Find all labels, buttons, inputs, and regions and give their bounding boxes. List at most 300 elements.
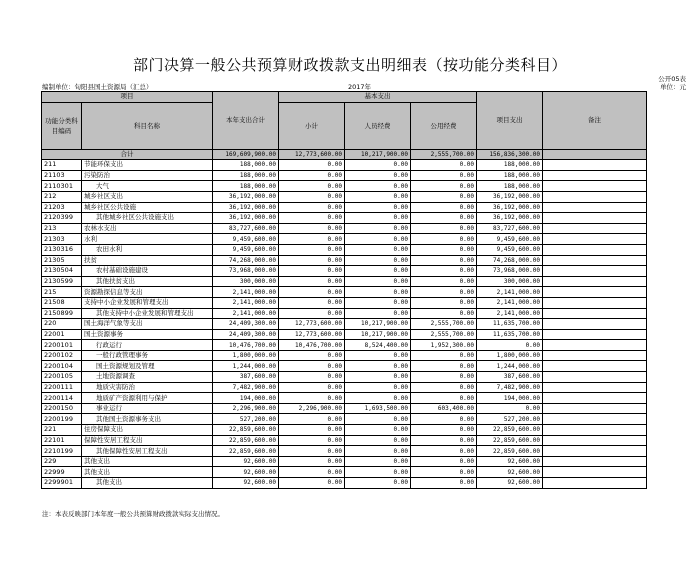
project-header: 项目支出: [477, 92, 543, 150]
total-cell: 188,000.00: [213, 160, 279, 171]
total-cell: 74,268,000.00: [213, 255, 279, 266]
personnel-cell: 0.00: [345, 276, 411, 287]
remark-cell: [543, 350, 647, 361]
remark-cell: [543, 191, 647, 202]
table-row: [42, 446, 647, 457]
remark-cell: [543, 393, 647, 404]
public-cell: 0.00: [411, 435, 477, 446]
name-cell: 其他城乡社区公共设施支出: [82, 213, 213, 224]
personnel-cell: 0.00: [345, 160, 411, 171]
remark-cell: [543, 255, 647, 266]
project-cell: 9,459,600.00: [477, 244, 543, 255]
table-row: [42, 361, 647, 372]
personnel-cell: 0.00: [345, 446, 411, 457]
name-cell: 其他支持中小企业发展和管理支出: [82, 308, 213, 319]
project-cell: 22,859,600.00: [477, 425, 543, 436]
personnel-cell: 0.00: [345, 361, 411, 372]
code-cell: 2210199: [42, 446, 82, 457]
name-cell: 城乡社区支出: [82, 191, 213, 202]
project-cell: 92,600.00: [477, 467, 543, 478]
code-cell: 21508: [42, 297, 82, 308]
total-cell: 194,000.00: [213, 393, 279, 404]
personnel-cell: 0.00: [345, 372, 411, 383]
public-cell: 0.00: [411, 372, 477, 383]
total-cell: 73,968,000.00: [213, 266, 279, 277]
total-header: 本年支出合计: [213, 92, 279, 150]
code-cell: 229: [42, 456, 82, 467]
public-cell: 0.00: [411, 160, 477, 171]
header-row-1: [42, 92, 647, 103]
total-cell: 7,482,900.00: [213, 382, 279, 393]
public-cell: 0.00: [411, 446, 477, 457]
table-row: [42, 223, 647, 234]
public-cell: 0.00: [411, 308, 477, 319]
personnel-cell: 0.00: [345, 467, 411, 478]
code-cell: 211: [42, 160, 82, 171]
name-cell: 地质灾害防治: [82, 382, 213, 393]
item-group-header: 项目: [42, 92, 213, 103]
remark-cell: [543, 266, 647, 277]
total-cell: 36,192,000.00: [213, 191, 279, 202]
table-row: [42, 456, 647, 467]
public-cell: 2,555,700.00: [411, 319, 477, 330]
code-cell: 21303: [42, 234, 82, 245]
total-subtotal: 12,773,600.00: [279, 149, 345, 160]
total-cell: 22,859,600.00: [213, 446, 279, 457]
report-year: 2017年: [348, 83, 372, 91]
name-cell: 资源勘探信息等支出: [82, 287, 213, 298]
total-project: 156,836,300.00: [477, 149, 543, 160]
table-row: [42, 181, 647, 192]
table-row: [42, 255, 647, 266]
public-cell: 0.00: [411, 350, 477, 361]
total-cell: 92,600.00: [213, 478, 279, 489]
table-row: [42, 319, 647, 330]
table-row: [42, 393, 647, 404]
subtotal-cell: 0.00: [279, 467, 345, 478]
personnel-cell: 0.00: [345, 255, 411, 266]
project-cell: 2,141,000.00: [477, 287, 543, 298]
total-cell: 2,141,000.00: [213, 287, 279, 298]
project-cell: 2,141,000.00: [477, 308, 543, 319]
name-cell: 城乡社区公共设施: [82, 202, 213, 213]
personnel-cell: 0.00: [345, 191, 411, 202]
project-cell: 387,600.00: [477, 372, 543, 383]
name-cell: 国土资源事务: [82, 329, 213, 340]
project-cell: 7,482,900.00: [477, 382, 543, 393]
remark-cell: [543, 414, 647, 425]
public-cell: 0.00: [411, 456, 477, 467]
table-row: [42, 478, 647, 489]
remark-cell: [543, 456, 647, 467]
code-cell: 2299901: [42, 478, 82, 489]
remark-cell: [543, 467, 647, 478]
expenditure-table: [41, 91, 647, 489]
total-cell: 387,600.00: [213, 372, 279, 383]
subtotal-cell: 12,773,600.00: [279, 329, 345, 340]
public-cell: 0.00: [411, 223, 477, 234]
subtotal-cell: 0.00: [279, 435, 345, 446]
project-cell: 22,859,600.00: [477, 446, 543, 457]
table-row: [42, 340, 647, 351]
remark-cell: [543, 435, 647, 446]
subtotal-cell: 0.00: [279, 170, 345, 181]
name-cell: 大气: [82, 181, 213, 192]
personnel-cell: 0.00: [345, 266, 411, 277]
code-cell: 2150899: [42, 308, 82, 319]
total-cell: 188,000.00: [213, 181, 279, 192]
remark-cell: [543, 181, 647, 192]
subtotal-cell: 0.00: [279, 446, 345, 457]
remark-cell: [543, 170, 647, 181]
remark-cell: [543, 276, 647, 287]
subtotal-cell: 0.00: [279, 202, 345, 213]
name-cell: 行政运行: [82, 340, 213, 351]
table-row: [42, 191, 647, 202]
name-cell: 节能环保支出: [82, 160, 213, 171]
table-row: [42, 350, 647, 361]
project-cell: 527,200.00: [477, 414, 543, 425]
remark-cell: [543, 287, 647, 298]
name-cell: 事业运行: [82, 403, 213, 414]
subtotal-cell: 0.00: [279, 361, 345, 372]
public-cell: 0.00: [411, 181, 477, 192]
name-cell: 其他国土资源事务支出: [82, 414, 213, 425]
subtotal-cell: 0.00: [279, 297, 345, 308]
code-cell: 21203: [42, 202, 82, 213]
subtotal-cell: 0.00: [279, 478, 345, 489]
remark-cell: [543, 446, 647, 457]
name-cell: 住房保障支出: [82, 425, 213, 436]
project-cell: 92,600.00: [477, 478, 543, 489]
project-cell: 22,859,600.00: [477, 435, 543, 446]
code-cell: 2130599: [42, 276, 82, 287]
personnel-cell: 0.00: [345, 425, 411, 436]
project-cell: 1,244,000.00: [477, 361, 543, 372]
remark-cell: [543, 340, 647, 351]
table-row: [42, 287, 647, 298]
name-cell: 农村基础设施建设: [82, 266, 213, 277]
code-cell: 212: [42, 191, 82, 202]
reporting-unit: 编制单位：旬阳县国土资源局（汇总）: [42, 83, 153, 91]
subtotal-cell: 0.00: [279, 244, 345, 255]
code-cell: 2200111: [42, 382, 82, 393]
public-cell: 0.00: [411, 276, 477, 287]
personnel-cell: 0.00: [345, 382, 411, 393]
public-cell: 0.00: [411, 266, 477, 277]
subtotal-cell: 12,773,600.00: [279, 319, 345, 330]
code-cell: 2130504: [42, 266, 82, 277]
project-cell: 36,192,000.00: [477, 202, 543, 213]
remark-header: 备注: [543, 92, 647, 150]
remark-cell: [543, 382, 647, 393]
project-cell: 9,459,600.00: [477, 234, 543, 245]
total-label: 合计: [42, 149, 213, 160]
table-row: [42, 467, 647, 478]
remark-cell: [543, 372, 647, 383]
public-header: 公用经费: [411, 102, 477, 149]
table-row: [42, 435, 647, 446]
public-cell: 2,555,700.00: [411, 329, 477, 340]
public-cell: 0.00: [411, 255, 477, 266]
public-cell: 0.00: [411, 425, 477, 436]
report-meta: [42, 82, 686, 91]
code-cell: 2120399: [42, 213, 82, 224]
remark-cell: [543, 319, 647, 330]
subtotal-cell: 0.00: [279, 287, 345, 298]
code-cell: 2130316: [42, 244, 82, 255]
remark-cell: [543, 403, 647, 414]
public-cell: 0.00: [411, 191, 477, 202]
personnel-cell: 0.00: [345, 202, 411, 213]
public-cell: 0.00: [411, 287, 477, 298]
code-cell: 22101: [42, 435, 82, 446]
project-cell: 92,600.00: [477, 456, 543, 467]
footnote: 注：本表反映部门本年度一般公共预算财政拨款实际支出情况。: [42, 510, 224, 518]
personnel-cell: 0.00: [345, 213, 411, 224]
total-cell: 2,296,900.00: [213, 403, 279, 414]
total-cell: 9,459,600.00: [213, 244, 279, 255]
table-row: [42, 234, 647, 245]
project-cell: 188,000.00: [477, 170, 543, 181]
project-cell: 300,000.00: [477, 276, 543, 287]
personnel-cell: 0.00: [345, 414, 411, 425]
public-cell: 0.00: [411, 478, 477, 489]
public-cell: 0.00: [411, 361, 477, 372]
public-cell: 0.00: [411, 202, 477, 213]
code-cell: 213: [42, 223, 82, 234]
project-cell: 194,000.00: [477, 393, 543, 404]
code-cell: 221: [42, 425, 82, 436]
project-cell: 74,268,000.00: [477, 255, 543, 266]
subtotal-cell: 0.00: [279, 350, 345, 361]
personnel-cell: 0.00: [345, 393, 411, 404]
name-cell: 水利: [82, 234, 213, 245]
remark-cell: [543, 202, 647, 213]
page-title: 部门决算一般公共预算财政拨款支出明细表（按功能分类科目）: [132, 56, 567, 74]
personnel-cell: 0.00: [345, 244, 411, 255]
code-cell: 21305: [42, 255, 82, 266]
table-row: [42, 425, 647, 436]
total-cell: 22,859,600.00: [213, 425, 279, 436]
total-cell: 300,000.00: [213, 276, 279, 287]
name-cell: 国土资源规划及管理: [82, 361, 213, 372]
subtotal-cell: 0.00: [279, 414, 345, 425]
code-cell: 2200199: [42, 414, 82, 425]
total-cell: 10,476,700.00: [213, 340, 279, 351]
table-row: [42, 244, 647, 255]
remark-cell: [543, 213, 647, 224]
table-row: [42, 414, 647, 425]
subtotal-cell: 0.00: [279, 456, 345, 467]
remark-cell: [543, 361, 647, 372]
remark-cell: [543, 160, 647, 171]
public-cell: 0.00: [411, 213, 477, 224]
code-cell: 22001: [42, 329, 82, 340]
total-cell: 22,859,600.00: [213, 435, 279, 446]
remark-cell: [543, 478, 647, 489]
name-cell: 一般行政管理事务: [82, 350, 213, 361]
total-row: [42, 149, 647, 160]
project-cell: 36,192,000.00: [477, 213, 543, 224]
code-cell: 2200104: [42, 361, 82, 372]
project-cell: 36,192,000.00: [477, 191, 543, 202]
name-header: 科目名称: [82, 102, 213, 149]
code-cell: 215: [42, 287, 82, 298]
total-cell: 92,600.00: [213, 467, 279, 478]
name-cell: 其他保障性安居工程支出: [82, 446, 213, 457]
table-row: [42, 160, 647, 171]
public-cell: 0.00: [411, 297, 477, 308]
remark-cell: [543, 244, 647, 255]
personnel-cell: 0.00: [345, 287, 411, 298]
public-cell: 0.00: [411, 393, 477, 404]
table-row: [42, 276, 647, 287]
code-cell: 2200101: [42, 340, 82, 351]
public-cell: 0.00: [411, 244, 477, 255]
name-cell: 保障性安居工程支出: [82, 435, 213, 446]
code-cell: 2110301: [42, 181, 82, 192]
code-header: 功能分类科目编码: [42, 102, 82, 149]
name-cell: 土地资源调查: [82, 372, 213, 383]
total-cell: 2,141,000.00: [213, 297, 279, 308]
total-remark: [543, 149, 647, 160]
name-cell: 其他扶贫支出: [82, 276, 213, 287]
project-cell: 1,800,000.00: [477, 350, 543, 361]
project-cell: 0.00: [477, 403, 543, 414]
personnel-cell: 0.00: [345, 308, 411, 319]
total-cell: 9,459,600.00: [213, 234, 279, 245]
personnel-header: 人员经费: [345, 102, 411, 149]
name-cell: 扶贫: [82, 255, 213, 266]
total-cell: 24,409,300.00: [213, 319, 279, 330]
table-row: [42, 170, 647, 181]
project-cell: 188,000.00: [477, 160, 543, 171]
code-cell: 2200105: [42, 372, 82, 383]
subtotal-cell: 0.00: [279, 382, 345, 393]
subtotal-cell: 0.00: [279, 372, 345, 383]
remark-cell: [543, 223, 647, 234]
form-number: 公开05表: [658, 75, 686, 83]
public-cell: 0.00: [411, 170, 477, 181]
public-cell: 0.00: [411, 234, 477, 245]
total-personnel: 10,217,900.00: [345, 149, 411, 160]
personnel-cell: 10,217,900.00: [345, 329, 411, 340]
personnel-cell: 0.00: [345, 478, 411, 489]
personnel-cell: 0.00: [345, 234, 411, 245]
name-cell: 其他支出: [82, 467, 213, 478]
name-cell: 其他支出: [82, 478, 213, 489]
subtotal-cell: 0.00: [279, 191, 345, 202]
subtotal-cell: 0.00: [279, 213, 345, 224]
name-cell: 农林水支出: [82, 223, 213, 234]
personnel-cell: 0.00: [345, 181, 411, 192]
table-row: [42, 213, 647, 224]
code-cell: 22999: [42, 467, 82, 478]
project-cell: 0.00: [477, 340, 543, 351]
name-cell: 支持中小企业发展和管理支出: [82, 297, 213, 308]
total-cell: 527,200.00: [213, 414, 279, 425]
subtotal-cell: 0.00: [279, 266, 345, 277]
total-total: 169,609,900.00: [213, 149, 279, 160]
personnel-cell: 1,693,500.00: [345, 403, 411, 414]
total-cell: 92,600.00: [213, 456, 279, 467]
code-cell: 2200150: [42, 403, 82, 414]
public-cell: 1,952,300.00: [411, 340, 477, 351]
public-cell: 0.00: [411, 382, 477, 393]
subtotal-cell: 0.00: [279, 425, 345, 436]
project-cell: 11,635,700.00: [477, 319, 543, 330]
table-body: [42, 149, 647, 488]
subtotal-cell: 10,476,700.00: [279, 340, 345, 351]
subtotal-cell: 0.00: [279, 276, 345, 287]
total-cell: 1,800,000.00: [213, 350, 279, 361]
personnel-cell: 0.00: [345, 456, 411, 467]
name-cell: 其他支出: [82, 456, 213, 467]
project-cell: 11,635,700.00: [477, 329, 543, 340]
total-cell: 24,409,300.00: [213, 329, 279, 340]
project-cell: 2,141,000.00: [477, 297, 543, 308]
personnel-cell: 0.00: [345, 435, 411, 446]
personnel-cell: 8,524,400.00: [345, 340, 411, 351]
subtotal-cell: 0.00: [279, 308, 345, 319]
remark-cell: [543, 308, 647, 319]
table-row: [42, 297, 647, 308]
name-cell: 地质矿产资源利用与保护: [82, 393, 213, 404]
subtotal-cell: 0.00: [279, 223, 345, 234]
personnel-cell: 10,217,900.00: [345, 319, 411, 330]
public-cell: 0.00: [411, 467, 477, 478]
code-cell: 21103: [42, 170, 82, 181]
table-row: [42, 382, 647, 393]
personnel-cell: 0.00: [345, 297, 411, 308]
money-unit: 单位：元: [660, 83, 686, 91]
project-cell: 83,727,600.00: [477, 223, 543, 234]
remark-cell: [543, 234, 647, 245]
code-cell: 220: [42, 319, 82, 330]
subtotal-cell: 0.00: [279, 181, 345, 192]
remark-cell: [543, 329, 647, 340]
table-row: [42, 202, 647, 213]
table-row: [42, 403, 647, 414]
total-public: 2,555,700.00: [411, 149, 477, 160]
subtotal-cell: 0.00: [279, 393, 345, 404]
subtotal-header: 小计: [279, 102, 345, 149]
remark-cell: [543, 425, 647, 436]
basic-group-header: 基本支出: [279, 92, 477, 103]
personnel-cell: 0.00: [345, 350, 411, 361]
total-cell: 1,244,000.00: [213, 361, 279, 372]
name-cell: 国土海洋气象等支出: [82, 319, 213, 330]
public-cell: 0.00: [411, 414, 477, 425]
personnel-cell: 0.00: [345, 223, 411, 234]
project-cell: 188,000.00: [477, 181, 543, 192]
table-row: [42, 372, 647, 383]
table-row: [42, 329, 647, 340]
table-row: [42, 266, 647, 277]
remark-cell: [543, 297, 647, 308]
subtotal-cell: 0.00: [279, 234, 345, 245]
total-cell: 36,192,000.00: [213, 202, 279, 213]
code-cell: 2200114: [42, 393, 82, 404]
subtotal-cell: 0.00: [279, 160, 345, 171]
subtotal-cell: 2,296,900.00: [279, 403, 345, 414]
personnel-cell: 0.00: [345, 170, 411, 181]
code-cell: 2200102: [42, 350, 82, 361]
project-cell: 73,968,000.00: [477, 266, 543, 277]
total-cell: 36,192,000.00: [213, 213, 279, 224]
table-row: [42, 308, 647, 319]
